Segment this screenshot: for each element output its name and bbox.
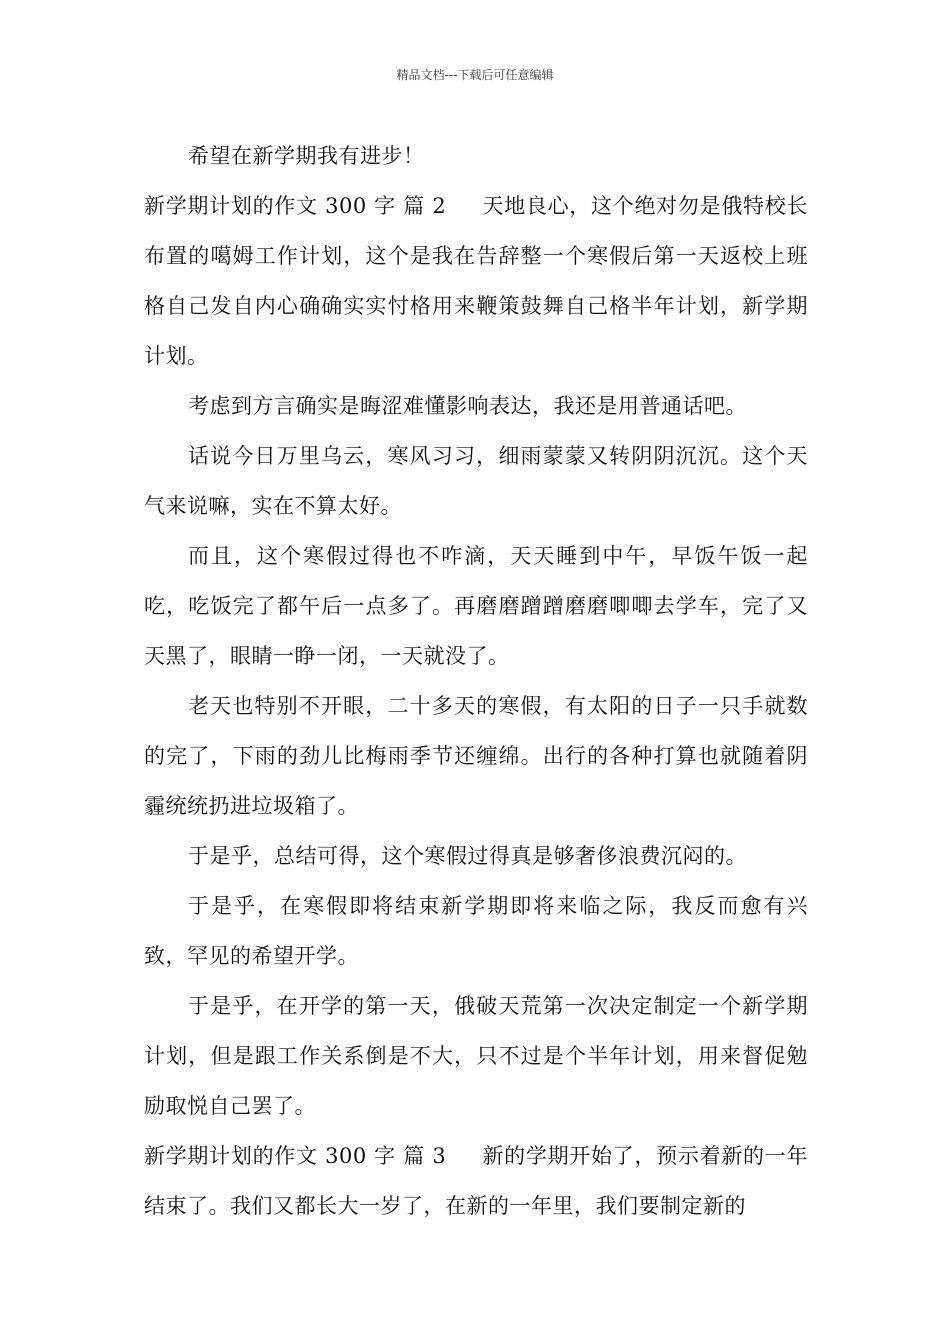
- paragraph: 于是乎，在开学的第一天，俄破天荒第一次决定制定一个新学期计划，但是跟工作关系倒是不大，只不过是个半年计划，用来督促勉励取悦自己罢了。: [144, 994, 808, 1118]
- paragraph: 而且，这个寒假过得也不咋滴，天天睡到中午，早饭午饭一起吃，吃饭完了都午后一点多了。再磨磨蹭蹭磨磨唧唧去学车，完了又天黑了，眼睛一睁一闭，一天就没了。: [144, 544, 808, 668]
- section-heading: 新学期计划的作文 300 字 篇 3: [144, 1144, 447, 1168]
- paragraph-text: 天地良心，这个绝对勿是俄特校长布置的噶姆工作计划，这个是我在告辞整一个寒假后第一天返校上班格自己发自内心确确实实忖格用来鞭策鼓舞自己格半年计划，新学期计划。: [144, 194, 808, 368]
- paragraph-text: 新的学期开始了，预示着新的一年结束了。我们又都长大一岁了，在新的一年里，我们要制定新的: [144, 1144, 808, 1218]
- paragraph: 于是乎，在寒假即将结束新学期即将来临之际，我反而愈有兴致，罕见的希望开学。: [144, 894, 808, 968]
- document-body: [144, 131, 808, 1231]
- paragraph-with-heading: [144, 181, 808, 381]
- section-heading: 新学期计划的作文 300 字 篇 2: [144, 194, 447, 218]
- paragraph: 话说今日万里乌云，寒风习习，细雨蒙蒙又转阴阴沉沉。这个天气来说嘛，实在不算太好。: [144, 444, 808, 518]
- paragraph: 希望在新学期我有进步！: [188, 144, 425, 168]
- page-header: 精品文档---下载后可任意编辑: [396, 68, 554, 82]
- paragraph: 老天也特别不开眼，二十多天的寒假，有太阳的日子一只手就数的完了，下雨的劲儿比梅雨季节还缠绵。出行的各种打算也就随着阴霾统统扔进垃圾箱了。: [144, 694, 808, 818]
- paragraph: 于是乎，总结可得，这个寒假过得真是够奢侈浪费沉闷的。: [188, 844, 747, 868]
- paragraph: 考虑到方言确实是晦涩难懂影响表达，我还是用普通话吧。: [188, 394, 747, 418]
- paragraph-with-heading: [144, 1131, 808, 1231]
